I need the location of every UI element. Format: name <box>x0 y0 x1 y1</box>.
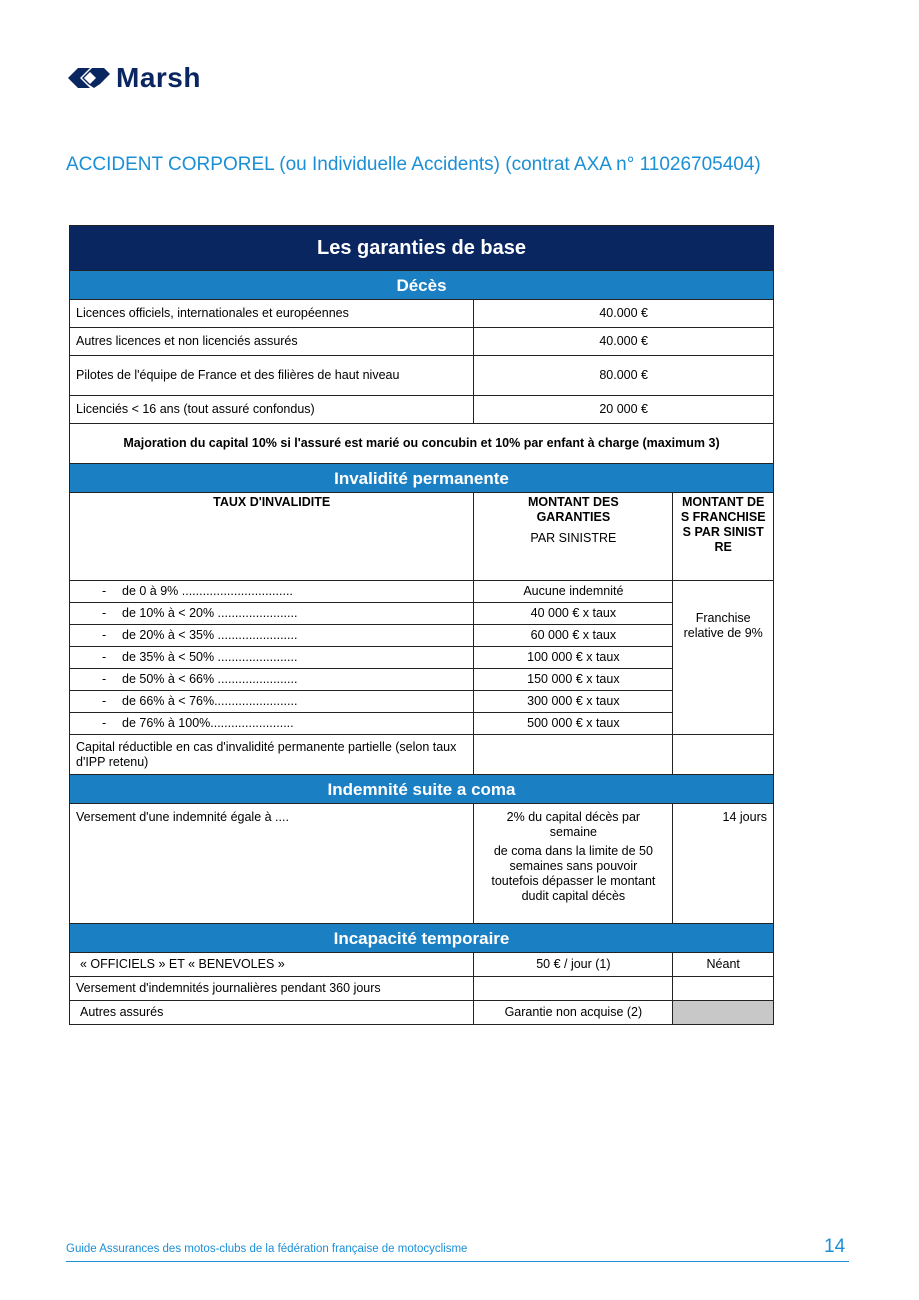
row-dash: - <box>102 584 107 598</box>
incapacite-row-value <box>474 977 673 1001</box>
section-invalidite-title: Invalidité permanente <box>70 464 774 493</box>
header-montant-line1: MONTANT DES GARANTIES <box>528 495 619 524</box>
incapacite-row-label: Versement d'indemnités journalières pendant 360 jours <box>70 977 474 1001</box>
row-label-text: de 66% à < 76%........................ <box>122 694 298 708</box>
page-number: 14 <box>824 1236 846 1257</box>
incapacite-row-franchise: Néant <box>673 953 774 977</box>
invalidite-capital-note: Capital réductible en cas d'invalidité permanente partielle (selon taux d'IPP retenu) <box>70 735 474 775</box>
section-deces-title: Décès <box>70 271 774 300</box>
incapacite-row-value: 50 € / jour (1) <box>474 953 673 977</box>
footer-divider <box>66 1261 849 1262</box>
table-title: Les garanties de base <box>70 226 774 271</box>
invalidite-row-value: 100 000 € x taux <box>474 647 673 669</box>
invalidite-row-value: 40 000 € x taux <box>474 603 673 625</box>
row-label-text: de 35% à < 50% ....................... <box>122 650 298 664</box>
deces-row-label: Autres licences et non licenciés assurés <box>70 328 474 356</box>
invalidite-row-value: 500 000 € x taux <box>474 713 673 735</box>
incapacite-row-franchise-grey <box>673 1001 774 1025</box>
incapacite-row-value: Garantie non acquise (2) <box>474 1001 673 1025</box>
row-label-text: de 50% à < 66% ....................... <box>122 672 298 686</box>
marsh-logo-icon <box>66 64 110 92</box>
invalidite-row-label <box>70 603 474 625</box>
deces-row-value: 20 000 € <box>474 396 774 424</box>
invalidite-row-label <box>70 691 474 713</box>
guarantees-table <box>69 225 774 1025</box>
incapacite-row-franchise <box>673 977 774 1001</box>
header-montant-franchises: MONTANT DES FRANCHISES PAR SINISTRE <box>673 493 774 581</box>
deces-row-value: 40.000 € <box>474 300 774 328</box>
row-dash: - <box>102 606 107 620</box>
deces-note: Majoration du capital 10% si l'assuré est marié ou concubin et 10% par enfant à charge (maximum 3) <box>70 424 774 464</box>
row-label-text: de 20% à < 35% ....................... <box>122 628 298 642</box>
page-heading: ACCIDENT CORPOREL (ou Individuelle Accidents) (contrat AXA n° 11026705404) <box>66 154 761 175</box>
row-dash: - <box>102 650 107 664</box>
row-label-text: de 76% à 100%........................ <box>122 716 294 730</box>
coma-franchise: 14 jours <box>673 804 774 924</box>
invalidite-row-label <box>70 669 474 691</box>
row-dash: - <box>102 672 107 686</box>
row-label-text: de 0 à 9% ................................ <box>122 584 293 598</box>
empty-cell <box>474 735 673 775</box>
row-label-text: de 10% à < 20% ....................... <box>122 606 298 620</box>
row-dash: - <box>102 716 107 730</box>
deces-row-label: Licences officiels, internationales et européennes <box>70 300 474 328</box>
section-coma-title: Indemnité suite a coma <box>70 775 774 804</box>
empty-cell <box>673 735 774 775</box>
header-taux: TAUX D'INVALIDITE <box>70 493 474 581</box>
invalidite-row-value: Aucune indemnité <box>474 581 673 603</box>
deces-row-label: Pilotes de l'équipe de France et des filières de haut niveau <box>70 356 474 396</box>
row-dash: - <box>102 628 107 642</box>
invalidite-row-value: 150 000 € x taux <box>474 669 673 691</box>
section-incapacite-title: Incapacité temporaire <box>70 924 774 953</box>
incapacite-row-label: Autres assurés <box>70 1001 474 1025</box>
logo-text: Marsh <box>116 62 201 93</box>
coma-value <box>474 804 673 924</box>
row-dash: - <box>102 694 107 708</box>
invalidite-franchise: Franchise relative de 9% <box>673 581 774 735</box>
header-montant-garanties <box>474 493 673 581</box>
invalidite-row-label <box>70 647 474 669</box>
marsh-logo <box>66 62 201 94</box>
deces-row-label: Licenciés < 16 ans (tout assuré confondus) <box>70 396 474 424</box>
invalidite-row-label <box>70 581 474 603</box>
footer-text: Guide Assurances des motos-clubs de la fédération française de motocyclisme <box>66 1243 468 1255</box>
incapacite-row-label: « OFFICIELS » ET « BENEVOLES » <box>70 953 474 977</box>
coma-value-line1: 2% du capital décès par semaine <box>506 810 641 839</box>
coma-label: Versement d'une indemnité égale à .... <box>70 804 474 924</box>
invalidite-row-label <box>70 625 474 647</box>
coma-value-line2: de coma dans la limite de 50 semaines sans pouvoir toutefois dépasser le montant dudit capital décès <box>491 844 656 903</box>
header-montant-line2: PAR SINISTRE <box>530 531 617 545</box>
deces-row-value: 40.000 € <box>474 328 774 356</box>
invalidite-row-label <box>70 713 474 735</box>
invalidite-row-value: 60 000 € x taux <box>474 625 673 647</box>
invalidite-row-value: 300 000 € x taux <box>474 691 673 713</box>
deces-row-value: 80.000 € <box>474 356 774 396</box>
